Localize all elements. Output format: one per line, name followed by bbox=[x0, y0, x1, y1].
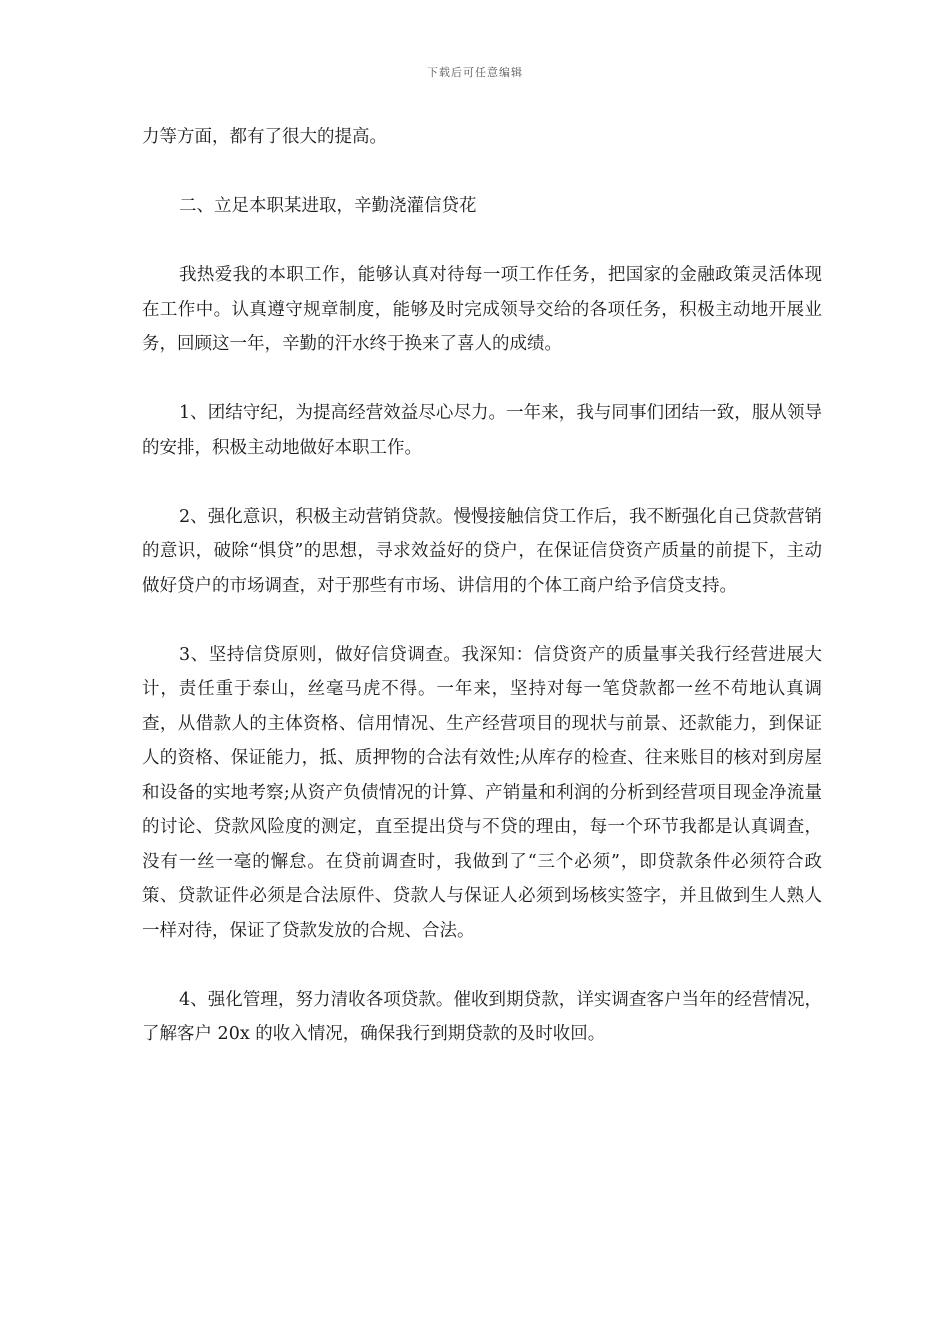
paragraph-item-1: 1、团结守纪，为提高经营效益尽心尽力。一年来，我与同事们团结一致，服从领导的安排，积极主动地做好本职工作。 bbox=[142, 403, 822, 458]
header-note: 下载后可任意编辑 bbox=[427, 66, 523, 79]
paragraph-item-3: 3、坚持信贷原则，做好信贷调查。我深知：信贷资产的质量事关我行经营进展大计，责任重于泰山，丝毫马虎不得。一年来，坚持对每一笔贷款都一丝不苟地认真调查，从借款人的主体资格、信用情况、生产经营项目的现状与前景、还款能力，到保证人的资格、保证能力，抵、质押物的合法有效性;从库存的检查、往来账目的核对到房屋和设备的实地考察;从资产负债情况的计算、产销量和利润的分析到经营项目现金净流量的讨论、贷款风险度的测定，直至提出贷与不贷的理由，每一个环节我都是认真调查，没有一丝一毫的懈怠。在贷前调查时，我做到了“三个必须”，即贷款条件必须符合政策、贷款证件必须是合法原件、贷款人与保证人必须到场核实签字，并且做到生人熟人一样对待，保证了贷款发放的合规、合法。 bbox=[142, 644, 822, 941]
paragraph-item-4: 4、强化管理，努力清收各项贷款。催收到期贷款，详实调查客户当年的经营情况，了解客户 20x 的收入情况，确保我行到期贷款的及时收回。 bbox=[142, 989, 822, 1044]
paragraph-continuation: 力等方面，都有了很大的提高。 bbox=[142, 127, 387, 147]
section-heading: 二、立足本职某进取，辛勤浇灌信贷花 bbox=[179, 196, 477, 216]
paragraph-intro: 我热爱我的本职工作，能够认真对待每一项工作任务，把国家的金融政策灵活体现在工作中。认真遵守规章制度，能够及时完成领导交给的各项任务，积极主动地开展业务，回顾这一年，辛勤的汗水终于换来了喜人的成绩。 bbox=[142, 265, 822, 354]
document-body bbox=[142, 120, 822, 1086]
paragraph-item-2: 2、强化意识，积极主动营销贷款。慢慢接触信贷工作后，我不断强化自己贷款营销的意识，破除“惧贷”的思想，寻求效益好的贷户，在保证信贷资产质量的前提下，主动做好贷户的市场调查，对于那些有市场、讲信用的个体工商户给予信贷支持。 bbox=[142, 506, 822, 596]
